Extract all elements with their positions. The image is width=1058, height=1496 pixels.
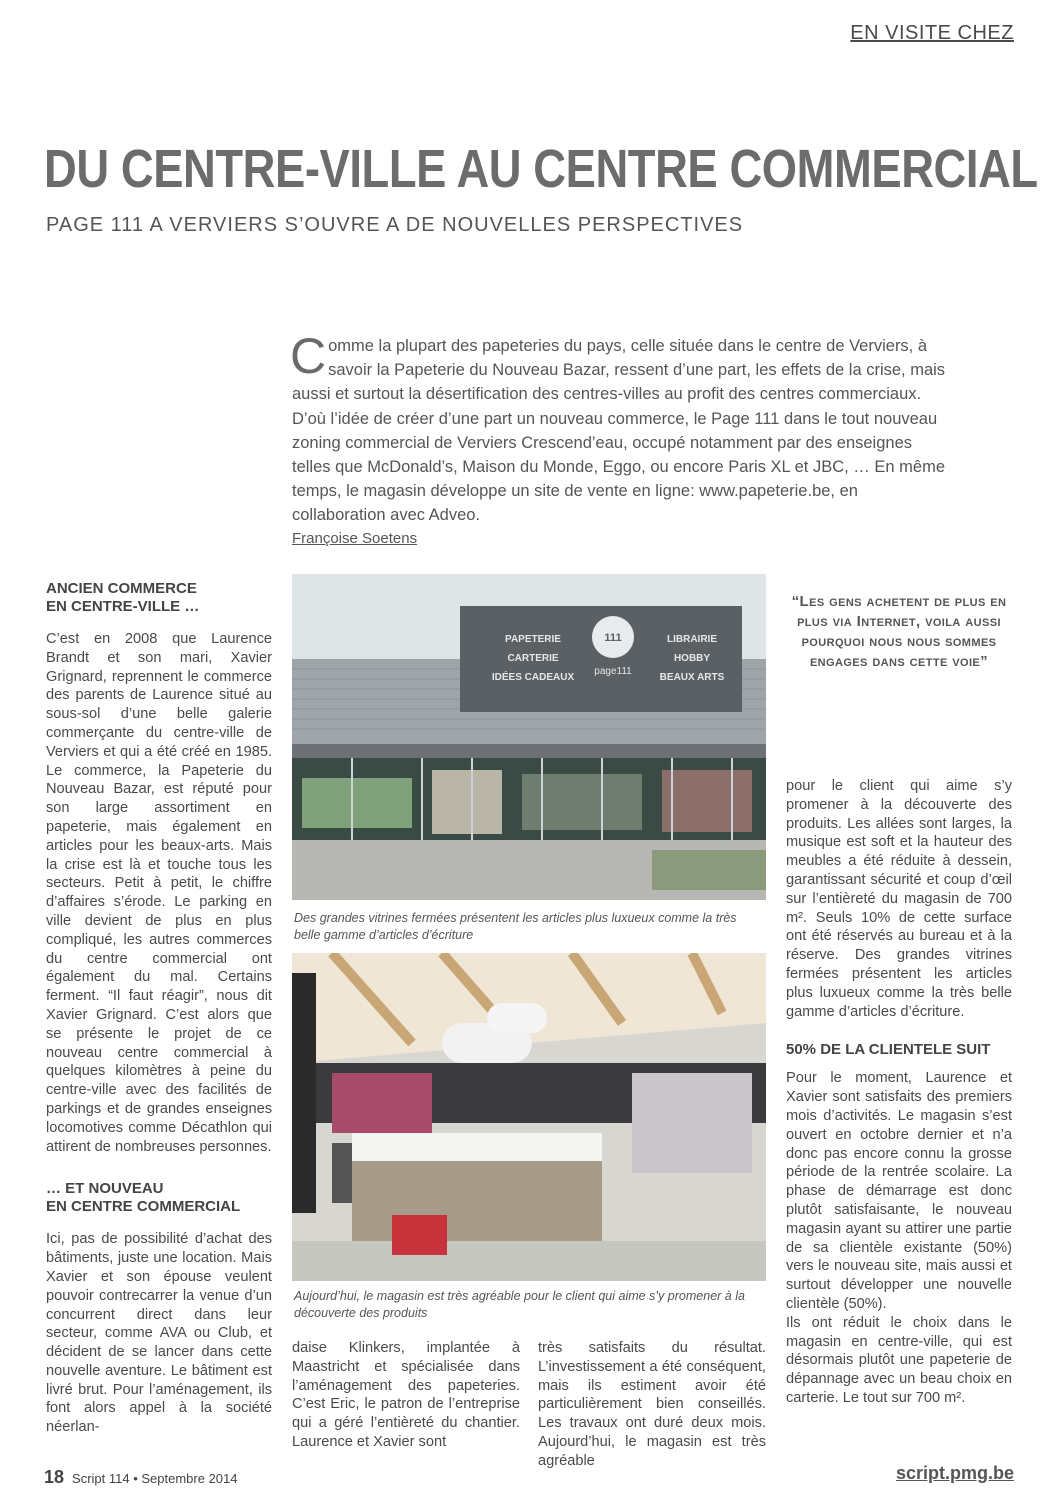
- interior-photo: [292, 953, 766, 1281]
- body-paragraph: Ils ont réduit le choix dans le magasin en centre-ville, qui est désormais plutôt une papeterie de dépannage avec un beau choix en carterie. Le tout sur 700 m².: [786, 1314, 1012, 1406]
- store-sign-right: [642, 630, 742, 687]
- page-title: DU CENTRE-VILLE AU CENTRE COMMERCIAL: [44, 139, 1038, 199]
- store-sign-left: [478, 630, 588, 687]
- storefront-photo: [292, 574, 766, 900]
- author-byline: Françoise Soetens: [292, 530, 418, 547]
- sign-text: LIBRAIRIE: [667, 634, 717, 645]
- section-heading-clientele: 50% DE LA CLIENTELE SUIT: [786, 1041, 991, 1059]
- body-paragraph: C’est en 2008 que Laurence Brandt et son mari, Xavier Grignard, reprennent le commerce des parents de Laurence situé au sous-sol d’une belle galerie commerçante du centre-ville de Verviers et qui a été créé en 1985. Le commerce, la Papeterie du Nouveau Bazar, est réputé pour son large assortiment en papeterie, mais également en articles pour les beaux-arts. Mais la crise est là et touche tous les secteurs. Petit à petit, le chiffre d’affaires s’érode. Le parking en ville devient de plus en plus compliqué, les autres commerces du centre commercial ont également du mal. Certains ferment. “Il faut réagir”, nous dit Xavier Grignard. C’est alors que se présente le projet de ce nouveau centre commercial à quelques kilomètres à peine du centre-ville avec des facilités de parkings et de grandes enseignes locomotives comme Décathlon qui attirent de nombreuses personnes.: [46, 631, 272, 1155]
- intro-text: omme la plupart des papeteries du pays, celle située dans le centre de Verviers, à savoir la Papeterie du Nouveau Bazar, ressent d’une part, les effets de la crise, mais aussi et surtout la désertification des centres-villes au profit des centres commerciaux. D’où l’idée de créer d’une part un nouveau commerce, le Page 111 dans le tout nouveau zoning commercial de Verviers Crescend’eau, occupé notamment par des enseignes telles que McDonald’s, Maison du Monde, Eggo, ou encore Paris XL et JBC, … En même temps, le magasin développe un site de vente en ligne: www.papeterie.be, en collaboration avec Adveo.: [292, 337, 946, 525]
- photo-caption-1: Des grandes vitrines fermées présentent les articles plus luxueux comme la très belle gamme d’articles d’écriture: [294, 911, 737, 942]
- drop-cap: C: [290, 328, 327, 384]
- section-heading-nouveau: [46, 1180, 272, 1216]
- page-subtitle: PAGE 111 A VERVIERS S’OUVRE A DE NOUVELLES PERSPECTIVES: [46, 214, 744, 236]
- body-paragraph: Ici, pas de possibilité d’achat des bâtiments, juste une location. Mais Xavier et son épouse veulent pouvoir contrecarrer la venue d’un concurrent direct dans leur secteur, comme AVA ou Club, et décident de se lancer dans cette nouvelle aventure. Le bâtiment est livré brut. Pour l’aménagement, ils font alors appel à la société néerlan-: [46, 1231, 272, 1436]
- body-paragraph: Pour le moment, Laurence et Xavier sont satisfaits des premiers mois d’activités. Le magasin s’est ouvert en octobre dernier et n’a donc pas encore connu la grosse période de la rentrée scolaire. La phase de démarrage est donc plutôt satisfaisante, le nouveau magasin ayant su attirer une partie de sa clientèle existante (50%) vers le nouveau site, mais aussi et surtout développer une nouvelle clientèle (50%).: [786, 1070, 1012, 1312]
- body-paragraph: daise Klinkers, implantée à Maastricht et spécialisée dans l’aménagement des papeteries. C’est Eric, le patron de l’entreprise qui a géré l’entièreté du chantier. Laurence et Xavier sont: [292, 1340, 520, 1450]
- body-paragraph: pour le client qui aime s’y promener à la découverte des produits. Les allées sont larges, la musique est soft et la hauteur des meubles a été réduite à dessein, garantissant sécurité et coup d’œil sur l’entièreté du magasin de 700 m². Seuls 10% de cette surface ont été réservés au bureau et à la réserve. Des grandes vitrines fermées présentent les articles plus luxueux comme la très belle gamme d’articles d’écriture.: [786, 778, 1012, 1020]
- footer-left: [44, 1467, 238, 1488]
- store-logo-text: page111: [594, 666, 632, 677]
- intro-paragraph: [290, 328, 952, 528]
- left-column: [46, 580, 272, 1437]
- sign-text: IDÉES CADEAUX: [491, 672, 575, 683]
- section-tag: EN VISITE CHEZ: [850, 22, 1014, 44]
- sign-text: PAPETERIE: [505, 634, 561, 645]
- interior-illustration: [292, 953, 766, 1281]
- site-link[interactable]: script.pmg.be: [895, 1463, 1014, 1483]
- sign-text: BEAUX ARTS: [659, 672, 725, 683]
- heading-line: EN CENTRE COMMERCIAL: [46, 1198, 241, 1216]
- storefront-illustration: [292, 574, 766, 900]
- middle-column-1: [292, 1339, 520, 1452]
- heading-line: … ET NOUVEAU: [46, 1180, 164, 1198]
- sign-text: HOBBY: [673, 653, 711, 664]
- body-paragraph: très satisfaits du résultat. L’investissement a été conséquent, mais ils estiment avoir été particulièrement bien conseillés. Les travaux ont duré deux mois. Aujourd’hui, le magasin est très agréable: [538, 1340, 766, 1469]
- sign-text: CARTERIE: [507, 653, 559, 664]
- pull-quote: “Les gens achetent de plus en plus via Internet, voila aussi pourquoi nous nous sommes engages dans cette voie”: [791, 593, 1007, 670]
- heading-line: EN CENTRE-VILLE …: [46, 598, 200, 615]
- photo-caption-2: Aujourd’hui, le magasin est très agréable pour le client qui aime s’y promener à la découverte des produits: [294, 1289, 745, 1320]
- issue-info: Script 114 • Septembre 2014: [72, 1471, 238, 1486]
- heading-line: ANCIEN COMMERCE: [46, 580, 197, 597]
- section-heading-ancien: [46, 580, 272, 616]
- right-column: [786, 777, 1012, 1408]
- page-number: 18: [44, 1467, 65, 1487]
- middle-column-2: [538, 1339, 766, 1471]
- store-logo-number: 111: [604, 632, 622, 644]
